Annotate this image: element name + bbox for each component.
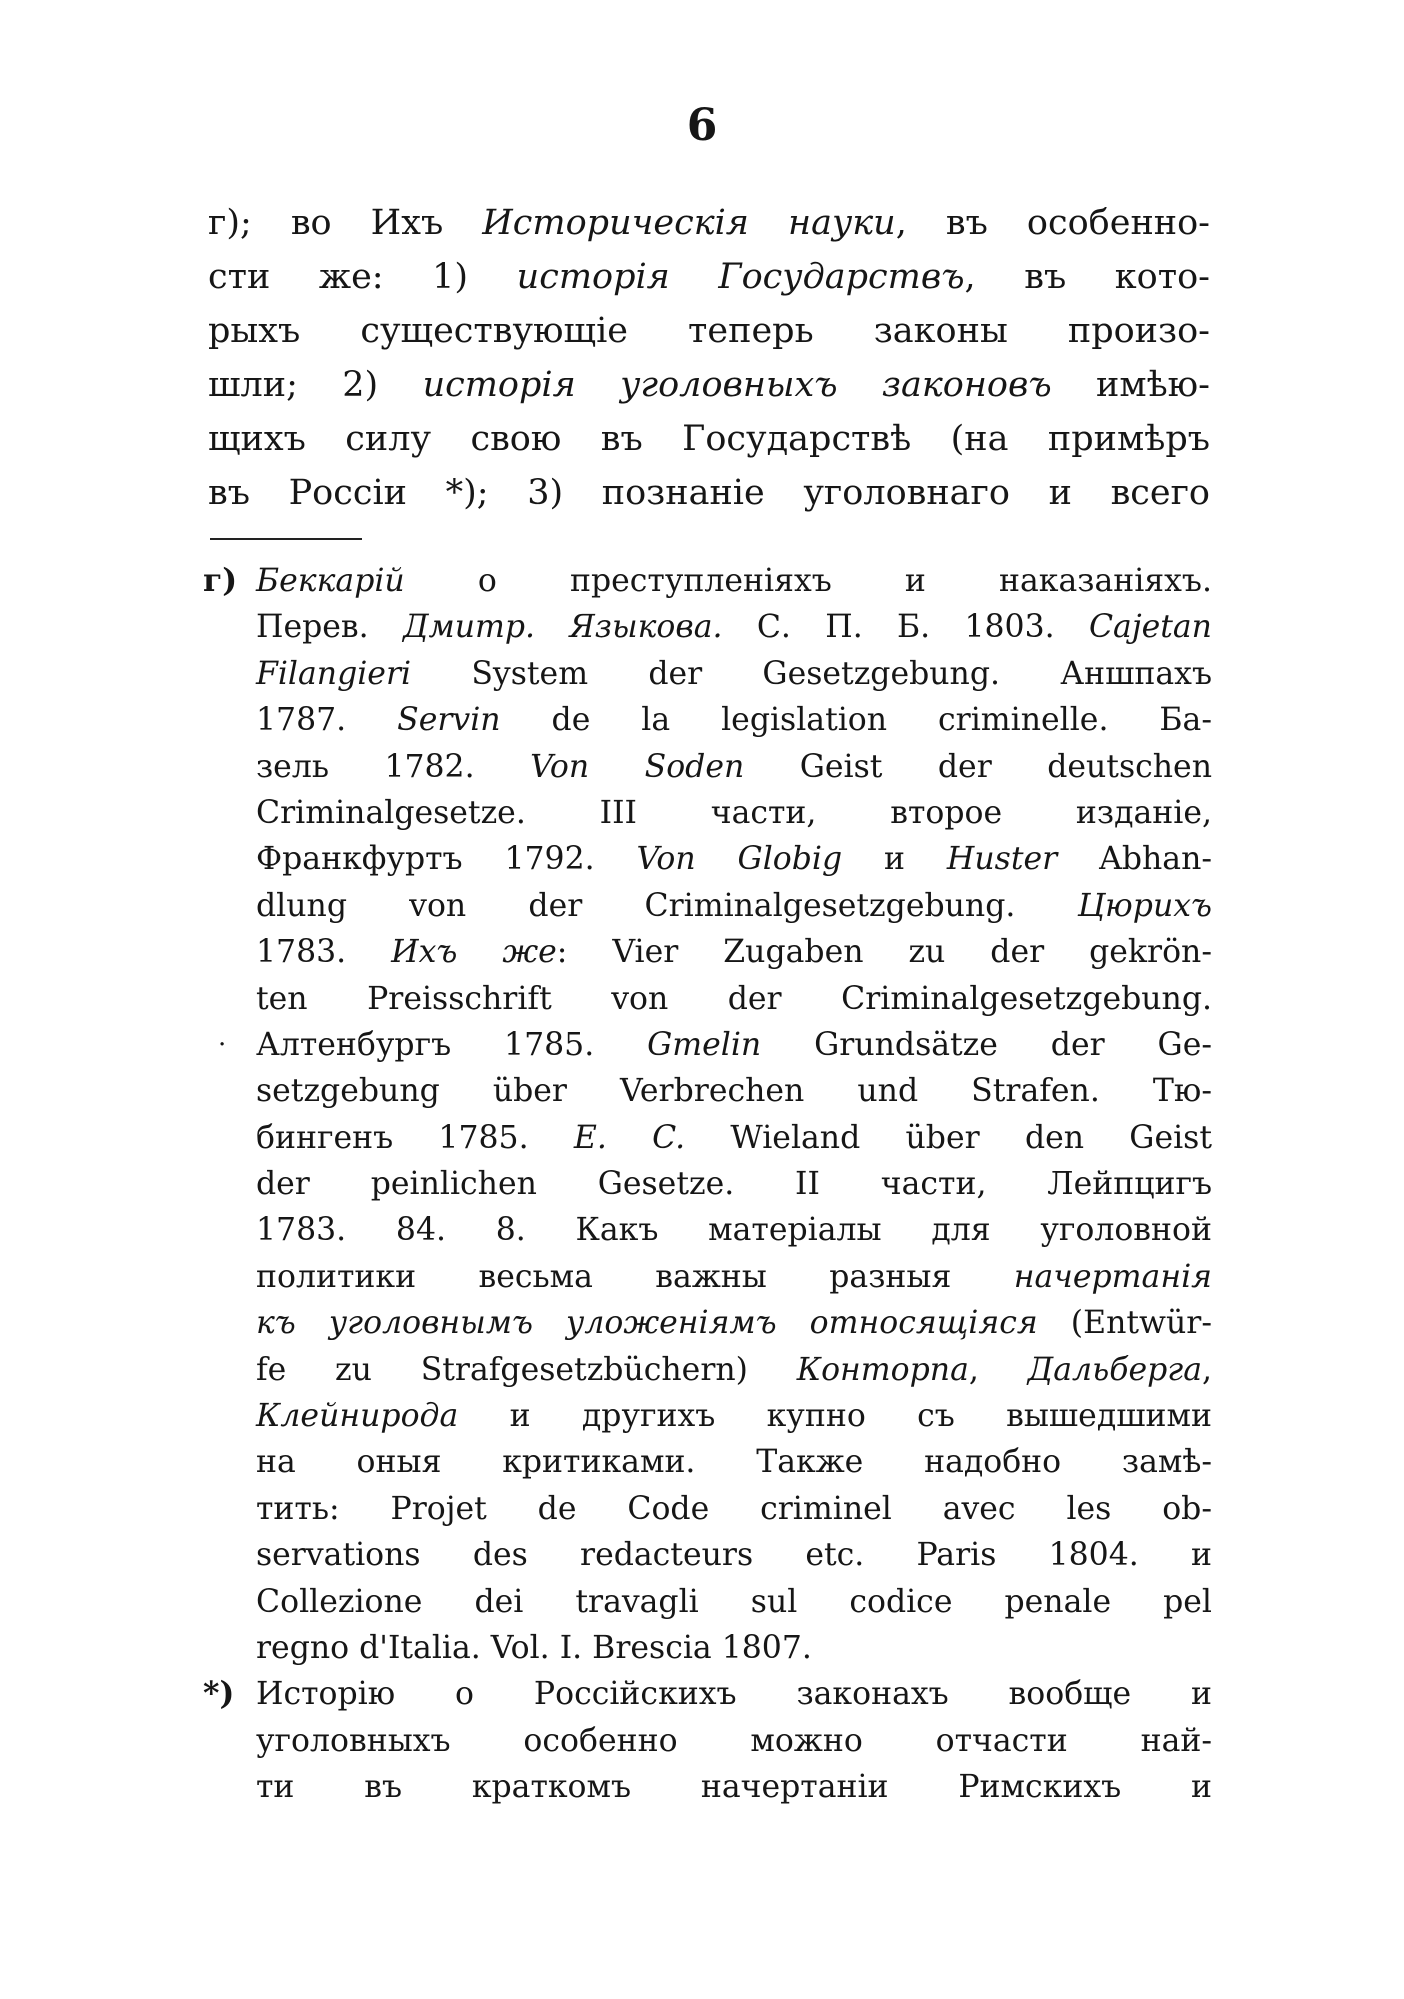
footnote-g-text — [256, 1161, 1212, 1207]
stray-mark: · — [218, 1029, 227, 1060]
italic-text: Цюрихъ — [1077, 887, 1212, 924]
italic-text: Ихъ же — [391, 934, 557, 971]
italic-text: Конторпа — [796, 1351, 969, 1388]
footnote-g-line — [0, 1439, 1404, 1485]
text-run: Алтенбургъ 1785. — [256, 1026, 648, 1063]
text-run: г); во Ихъ — [208, 203, 483, 243]
italic-text: начертанія — [1013, 1258, 1212, 1295]
footnote-star-text — [256, 1671, 1212, 1717]
footnote-g-text — [256, 790, 1212, 836]
italic-text: Servin — [397, 702, 501, 739]
footnote-g-text — [256, 1022, 1212, 1068]
text-run: сти же: 1) — [208, 257, 517, 297]
footnote-g-line — [0, 1393, 1404, 1439]
text-run: regno d'Italia. Vol. I. Brescia 1807. — [256, 1629, 812, 1666]
footnote-g-text — [256, 1532, 1212, 1578]
footnote-g-line — [0, 1115, 1404, 1161]
italic-text: Беккарій — [256, 563, 405, 599]
text-line — [208, 304, 1210, 358]
footnote-g-line — [0, 929, 1404, 975]
text-run: бингенъ 1785. — [256, 1119, 574, 1156]
text-run: , — [1202, 1351, 1213, 1388]
text-run: , — [968, 1351, 1028, 1388]
footnote-g-line — [0, 604, 1404, 650]
footnote-g-line — [0, 558, 1404, 604]
footnote-star-line — [0, 1764, 1404, 1810]
footnote-g-text — [256, 836, 1212, 882]
footnote-star-line — [0, 1718, 1404, 1764]
footnotes — [0, 558, 1404, 1811]
footnote-g-line — [0, 1068, 1404, 1114]
text-run: Франкфуртъ 1792. — [256, 841, 637, 878]
text-run: уголовныхъ особенно можно отчасти най- — [256, 1722, 1212, 1759]
text-run: 1787. — [256, 702, 398, 739]
italic-text: Историческія науки — [482, 203, 896, 243]
text-run: и — [842, 841, 947, 878]
page-number: 6 — [686, 100, 718, 151]
footnote-g-line — [0, 976, 1404, 1022]
italic-text: E. C. — [573, 1119, 686, 1156]
text-run: Wieland über den Geist — [685, 1119, 1213, 1156]
text-run: Grundsätze der Ge- — [761, 1026, 1212, 1063]
main-text — [208, 196, 1210, 520]
footnote-g-text — [256, 929, 1212, 975]
italic-text: къ уголовнымъ уложеніямъ относящіяся — [256, 1305, 1038, 1342]
text-run: Abhan- — [1057, 841, 1212, 878]
italic-text: Von Globig — [636, 841, 843, 878]
footnote-g-line — [0, 1532, 1404, 1578]
text-run: Geist der deutschen — [744, 748, 1212, 785]
italic-text: Клейнирода — [256, 1398, 459, 1435]
text-run: рыхъ существующіе теперь законы произо- — [208, 311, 1210, 351]
italic-text: Cajetan — [1088, 609, 1212, 646]
footnote-star-line — [0, 1671, 1404, 1717]
text-run: шли; 2) — [208, 365, 423, 405]
footnote-g-line — [0, 1625, 1404, 1671]
text-line — [208, 358, 1210, 412]
text-run: Criminalgesetze. III части, второе изданіе, — [256, 794, 1212, 831]
footnote-star-text — [256, 1718, 1212, 1764]
footnote-g-line — [0, 1486, 1404, 1532]
footnote-g-text — [256, 1439, 1212, 1485]
footnote-g-line — [0, 1161, 1404, 1207]
text-line — [208, 250, 1210, 304]
italic-text: Дмитр. Языкова. — [402, 609, 723, 646]
footnote-g-line — [0, 836, 1404, 882]
footnote-g-text — [256, 1115, 1212, 1161]
footnote-g-text — [256, 1625, 1212, 1671]
footnote-g-line — [0, 1347, 1404, 1393]
footnote-g-text — [256, 651, 1212, 697]
text-run: (Entwür- — [1037, 1305, 1212, 1342]
text-run: о преступленіяхъ и наказаніяхъ. — [404, 563, 1212, 599]
text-run: : Vier Zugaben zu der gekrön- — [556, 934, 1212, 971]
footnote-g-line — [0, 883, 1404, 929]
text-run: setzgebung über Verbrechen und Strafen. Тю- — [256, 1073, 1212, 1110]
footnote-star-text — [256, 1764, 1212, 1810]
footnote-g-text — [256, 604, 1212, 650]
text-run: на оныя критиками. Также надобно замѣ- — [256, 1444, 1212, 1481]
text-run: С. П. Б. 1803. — [722, 609, 1089, 646]
text-line — [208, 466, 1210, 520]
footnote-g-line — [0, 1579, 1404, 1625]
footnote-separator — [210, 538, 362, 540]
text-run: тить: Projet de Code criminel avec les ob- — [256, 1490, 1212, 1527]
text-run: servations des redacteurs etc. Paris 1804. и — [256, 1537, 1212, 1574]
footnote-g-marker: г) — [203, 562, 238, 599]
footnote-g-text — [256, 1393, 1212, 1439]
text-run: въ Россіи *); 3) познаніе уголовнаго и всего — [208, 473, 1210, 513]
italic-text: Von Soden — [530, 748, 745, 785]
footnote-g-line — [0, 1254, 1404, 1300]
text-run: ти въ краткомъ начертаніи Римскихъ и — [256, 1769, 1212, 1806]
footnote-g-line — [0, 697, 1404, 743]
footnote-g-text — [256, 1347, 1212, 1393]
text-run: и другихъ купно съ вышедшими — [458, 1398, 1212, 1435]
footnote-g-text — [256, 1254, 1212, 1300]
text-run: fe zu Strafgesetzbüchern) — [256, 1351, 797, 1388]
text-run: ten Preisschrift von der Criminalgesetzgebung. — [256, 980, 1212, 1017]
footnote-g-text — [256, 744, 1212, 790]
text-run: Исторію о Россійскихъ законахъ вообще и — [256, 1676, 1212, 1713]
footnote-g-text — [256, 558, 1212, 604]
footnote-g-line — [0, 651, 1404, 697]
footnote-g-line — [0, 1300, 1404, 1346]
text-run: Collezione dei travagli sul codice penale pel — [256, 1583, 1212, 1620]
italic-text: Huster — [946, 841, 1058, 878]
footnote-g-text — [256, 697, 1212, 743]
footnote-g-text — [256, 1068, 1212, 1114]
footnote-g-text — [256, 1579, 1212, 1625]
text-run: имѣю- — [1051, 365, 1210, 405]
text-run: щихъ силу свою въ Государствѣ (на примѣръ — [208, 419, 1210, 459]
italic-text: Filangieri — [256, 655, 412, 692]
italic-text: Gmelin — [647, 1026, 762, 1063]
text-run: политики весьма важны разныя — [256, 1258, 1014, 1295]
italic-text: исторія Государствъ — [516, 257, 965, 297]
text-run: , въ особенно- — [895, 203, 1211, 243]
text-run: dlung von der Criminalgesetzgebung. — [256, 887, 1078, 924]
text-run: Перев. — [256, 609, 403, 646]
text-line — [208, 412, 1210, 466]
footnote-g-line — [0, 1207, 1404, 1253]
italic-text: исторія уголовныхъ законовъ — [422, 365, 1052, 405]
text-run: 1783. 84. 8. Какъ матеріалы для уголовной — [256, 1212, 1212, 1249]
italic-text: Дальберга — [1027, 1351, 1202, 1388]
text-run: зель 1782. — [256, 748, 531, 785]
footnote-g-text — [256, 976, 1212, 1022]
footnote-g-line — [0, 744, 1404, 790]
text-line — [208, 196, 1210, 250]
footnote-g-text — [256, 1300, 1212, 1346]
footnote-g-line — [0, 1022, 1404, 1068]
text-run: 1783. — [256, 934, 392, 971]
footnote-g-text — [256, 883, 1212, 929]
footnote-g-text — [256, 1486, 1212, 1532]
footnote-star-marker: *) — [203, 1675, 235, 1713]
text-run: , въ кото- — [964, 257, 1210, 297]
footnote-g-text — [256, 1207, 1212, 1253]
footnote-g-line — [0, 790, 1404, 836]
text-run: de la legislation criminelle. Ба- — [500, 702, 1212, 739]
text-run: der peinlichen Gesetze. II части, Лейпцигъ — [256, 1166, 1212, 1203]
text-run: System der Gesetzgebung. Аншпахъ — [411, 655, 1212, 692]
